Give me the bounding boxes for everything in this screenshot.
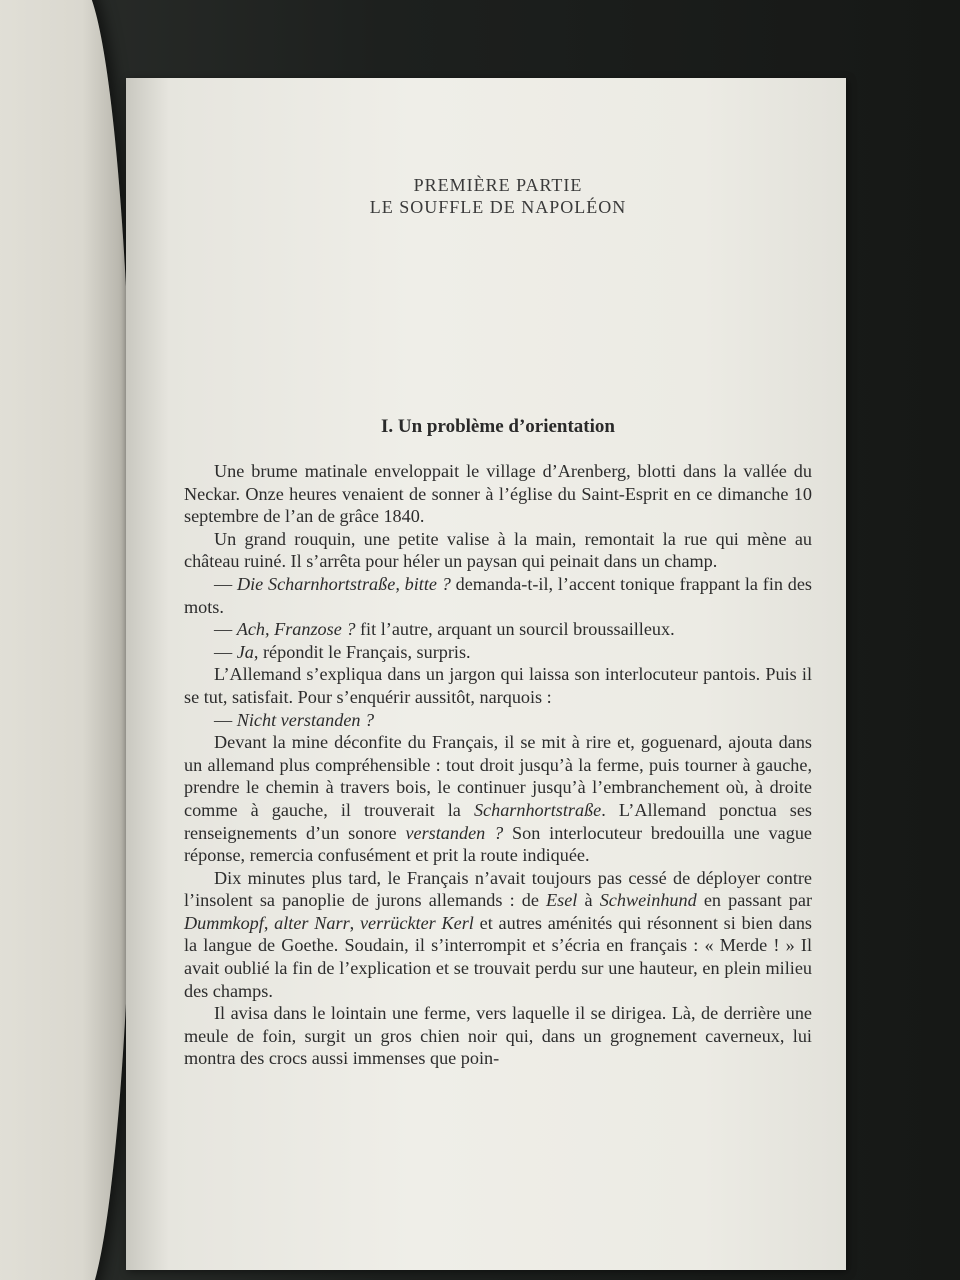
book-page bbox=[126, 78, 846, 1270]
facing-page-edge bbox=[0, 0, 135, 1280]
dialogue-line: — Ach, Franzose ? fit l’autre, arquant un sourcil broussailleux. bbox=[214, 619, 675, 640]
part-heading bbox=[184, 174, 812, 218]
part-label: PREMIÈRE PARTIE bbox=[413, 175, 583, 195]
paragraph: Il avisa dans le lointain une ferme, vers laquelle il se dirigea. Là, de derrière une meule de foin, surgit un gros chien noir qui, dans un grognement caverneux, lui montra des crocs aussi immenses que poin- bbox=[184, 1003, 812, 1069]
chapter-title: I. Un problème d’orientation bbox=[381, 416, 615, 437]
paragraph: Une brume matinale enveloppait le village d’Arenberg, blotti dans la vallée du Neckar. Onze heures venaient de sonner à l’église du Saint-Esprit en ce dimanche 10 septembre de l’an de grâce 1840. bbox=[184, 461, 812, 527]
paragraph: Un grand rouquin, une petite valise à la main, remontait la rue qui mène au château ruiné. Il s’arrêta pour héler un paysan qui peinait dans un champ. bbox=[184, 528, 812, 572]
paragraph: Dix minutes plus tard, le Français n’avait toujours pas cessé de déployer contre l’insolent sa panoplie de jurons allemands : de Esel à Schweinhund en passant par Dummkopf, alter Narr, verrückter Kerl et autres aménités qui résonnent si bien dans la langue de Goethe. Soudain, il s’interrompit et s’écria en français : « Merde ! » Il avait oublié la fin de l’explication et se trouvait perdu sur une hauteur, en plein milieu des champs. bbox=[184, 867, 812, 1001]
dialogue-line: — Nicht verstanden ? bbox=[214, 709, 375, 730]
paragraph: Devant la mine déconfite du Français, il se mit à rire et, goguenard, ajouta dans un allemand plus compréhensible : tout droit jusqu’à la ferme, puis tourner à gauche, prendre le chemin à travers bois, le continuer jusqu’à l’embranchement où, à droite comme à gauche, il trouverait la Scharnhortstraße. L’Allemand ponctua ses renseignements d’un sonore verstanden ? Son interlocuteur bredouilla une vague réponse, remercia confusément et prit la route indiquée. bbox=[184, 732, 812, 866]
dialogue-line: — Ja, répondit le Français, surpris. bbox=[214, 641, 471, 662]
chapter-body bbox=[184, 460, 812, 1070]
paragraph: L’Allemand s’expliqua dans un jargon qui laissa son interlocuteur pantois. Puis il se tut, satisfait. Pour s’enquérir aussitôt, narquois : bbox=[184, 664, 812, 707]
dialogue-line: — Die Scharnhortstraße, bitte ? demanda-t-il, l’accent tonique frappant la fin des mots. bbox=[184, 573, 813, 617]
part-title: LE SOUFFLE DE NAPOLÉON bbox=[369, 197, 627, 217]
